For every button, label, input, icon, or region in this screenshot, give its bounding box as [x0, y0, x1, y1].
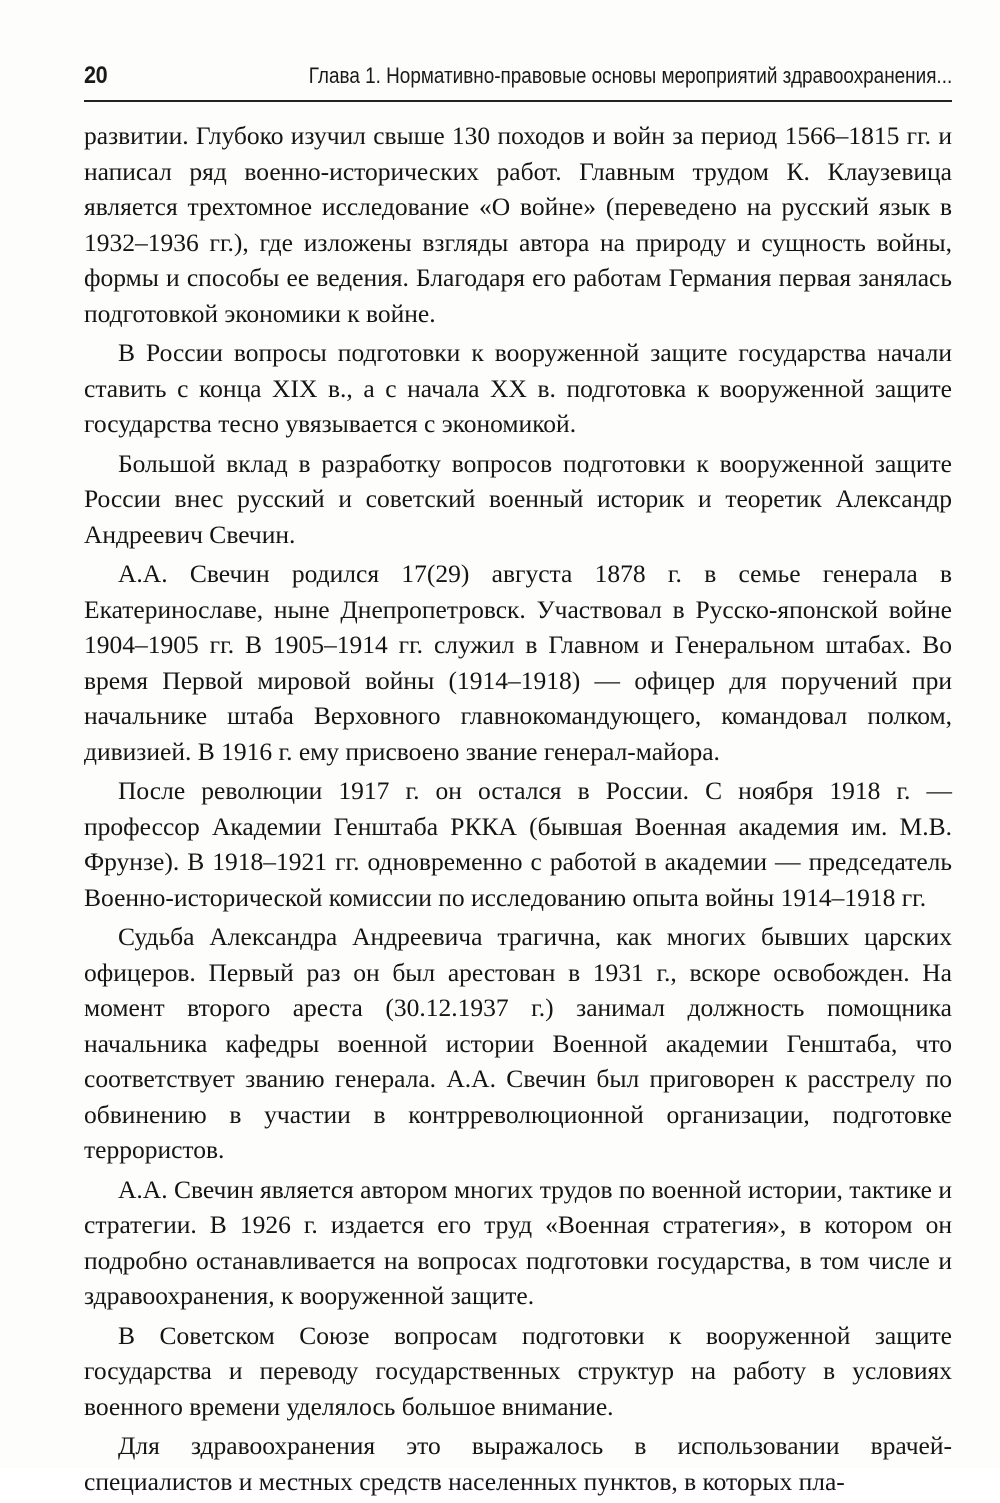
body-text: [84, 118, 952, 1503]
paragraph: А.А. Свечин является автором многих трудов по военной истории, тактике и стратегии. В 1926 г. издается его труд «Военная стратегия», в котором он подробно останавливается на вопросах подготовки государства, в том числе и здравоохранения, к вооруженной защите.: [84, 1174, 952, 1310]
paragraph: В Советском Союзе вопросам подготовки к вооруженной защите государства и переводу государственных структур на работу в условиях военного времени уделялось большое внимание.: [84, 1320, 952, 1421]
paragraph: Для здравоохранения это выражалось в использовании врачей-специалистов и местных средств населенных пунктов, в которых пла-: [84, 1431, 952, 1496]
paragraph: Большой вклад в разработку вопросов подготовки к вооруженной защите России внес русский и советский военный историк и теоретик Александр Андреевич Свечин.: [84, 448, 952, 549]
running-head: Глава 1. Нормативно-правовые основы мероприятий здравоохранения...: [308, 63, 952, 88]
paragraph: А.А. Свечин родился 17(29) августа 1878 г. в семье генерала в Екатеринославе, ныне Днепропетровск. Участвовал в Русско-японской войне 1904–1905 гг. В 1905–1914 гг. служил в Главном и Генеральном штабах. Во время Первой мировой войны (1914–1918) — офицер для поручений при начальнике штаба Верховного главнокомандующего, командовал полком, дивизией. В 1916 г. ему присвоено звание генерал-майора.: [84, 559, 952, 766]
paragraph-continued: развитии. Глубоко изучил свыше 130 походов и войн за период 1566–1815 гг. и написал ряд военно-исторических работ. Главным трудом К. Клаузевица является трехтомное исследование «О войне» (переведено на русский язык в 1932–1936 гг.), где изложены взгляды автора на природу и сущность войны, формы и способы ее ведения. Благодаря его работам Германия первая занялась подготовкой экономики к войне.: [84, 121, 952, 328]
paragraph: В России вопросы подготовки к вооруженной защите государства начали ставить с конца XIX в., а с начала XX в. подготовка к вооруженной защите государства тесно увязывается с экономикой.: [84, 338, 952, 438]
page-header: [84, 60, 952, 102]
page-number: 20: [84, 62, 108, 89]
paragraph: Судьба Александра Андреевича трагична, как многих бывших царских офицеров. Первый раз он был арестован в 1931 г., вскоре освобожден. На момент второго ареста (30.12.1937 г.) занимал должность помощника начальника кафедры военной истории Военной академии Генштаба, что соответствует званию генерала. А.А. Свечин был приговорен к расстрелу по обвинению в участии в контрреволюционной организации, подготовке террористов.: [84, 922, 952, 1164]
paragraph: После революции 1917 г. он остался в России. С ноября 1918 г. — профессор Академии Генштаба РККА (бывшая Военная академия им. М.В. Фрунзе). В 1918–1921 гг. одновременно с работой в академии — председатель Военно-исторической комиссии по исследованию опыта войны 1914–1918 гг.: [84, 776, 952, 912]
